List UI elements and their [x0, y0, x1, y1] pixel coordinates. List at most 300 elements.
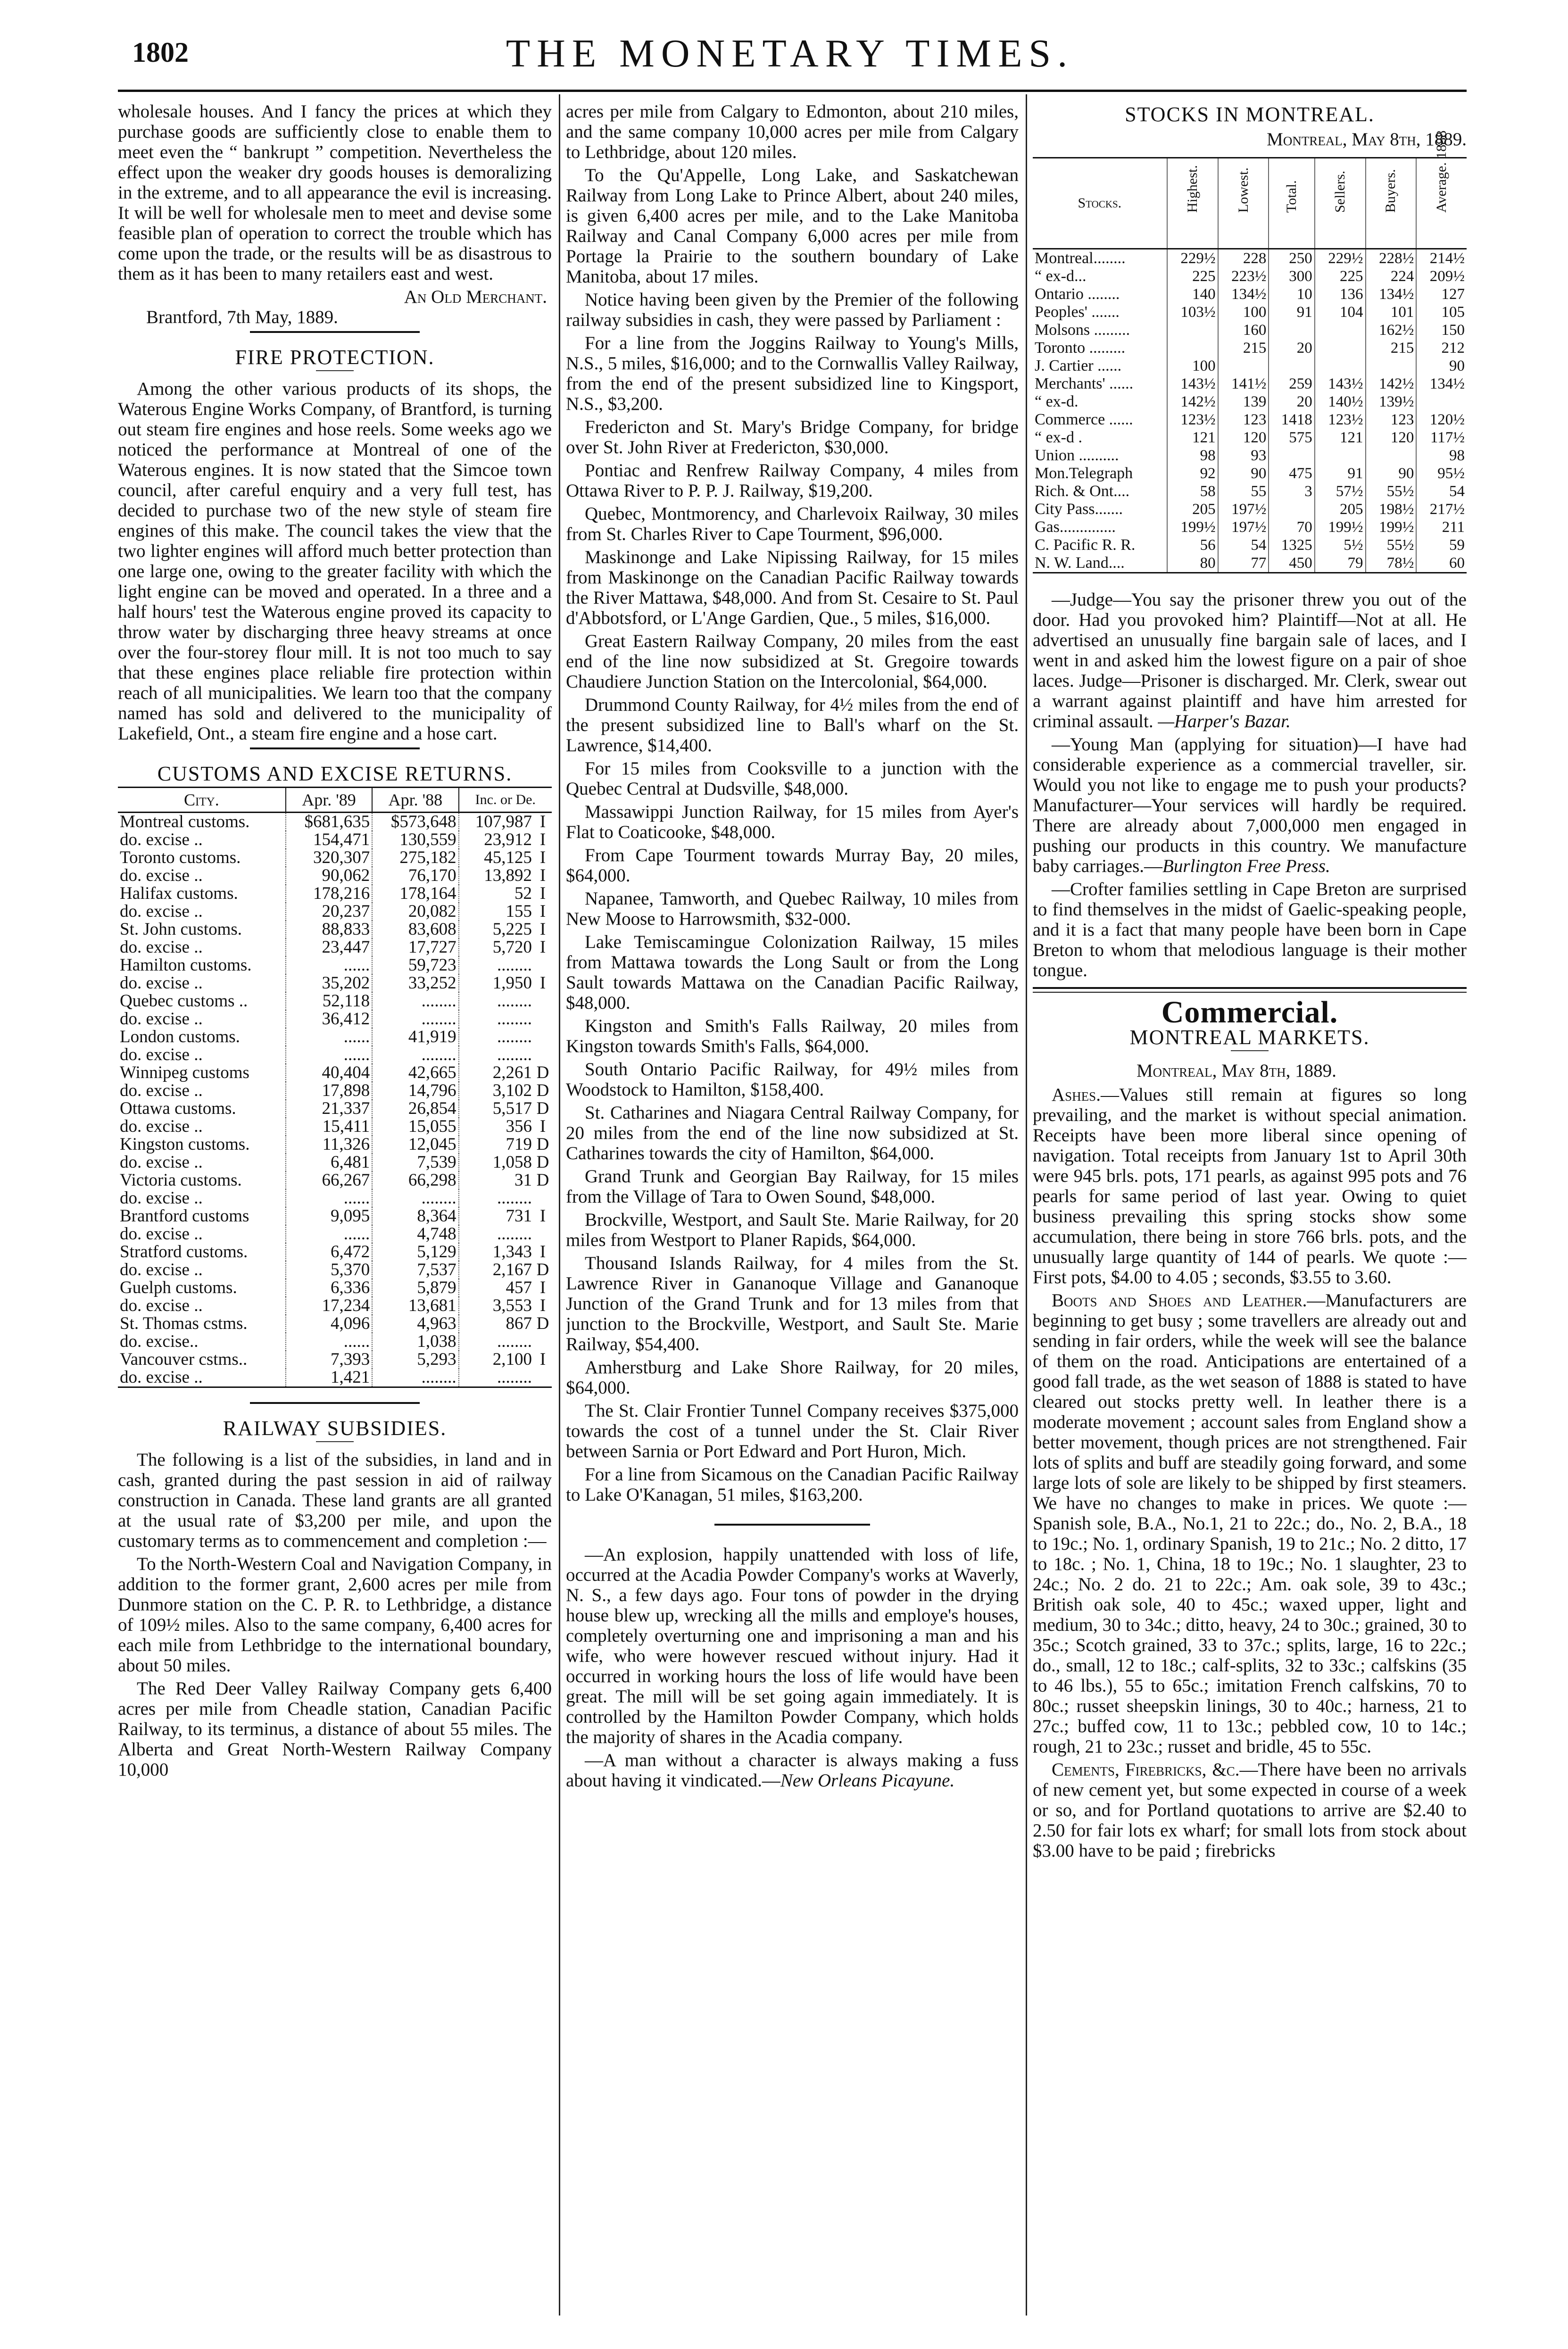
customs-row: [118, 1369, 552, 1387]
customs-city-cell: do. excise ..: [120, 1296, 203, 1315]
stock-value-cell: 150: [1416, 321, 1467, 339]
stock-value-cell: 91: [1269, 303, 1314, 321]
customs-value-cell: 9,095: [286, 1207, 372, 1225]
customs-city-cell: St. Thomas cstms.: [120, 1314, 248, 1333]
customs-value-cell: ........: [459, 1189, 534, 1207]
customs-row: [118, 1261, 552, 1279]
subsidy-paragraph: The St. Clair Frontier Tunnel Company receives $375,000 towards the cost of a tunnel under the St. Clair River between Sarnia or Port Edward and Port Huron, Mich.: [566, 1401, 1019, 1461]
stock-value-cell: [1269, 447, 1314, 465]
explosion-article: —An explosion, happily unattended with loss of life, occurred at the Acadia Powder Company's works at Waverly, N. S., a few days ago. Four tons of powder in the drying house blew up, wrecking all the mills and employe's houses, completely overturning one and imprisoning a man and his wife, who were however rescued without injury. Had it occurred in working hours the loss of life would have been great. The mill will be set going again immediately. It is controlled by the Hamilton Powder Company, which holds the majority of shares in the Acadia company.: [566, 1544, 1019, 1747]
stocks-header-row: [1033, 158, 1467, 249]
customs-value-cell: 719: [459, 1136, 534, 1154]
stock-value-cell: 134½: [1416, 375, 1467, 393]
stock-value-cell: 214½: [1416, 249, 1467, 268]
stock-value-cell: 215: [1366, 339, 1417, 357]
customs-value-cell: ........: [459, 956, 534, 974]
customs-value-cell: 36,412: [286, 1010, 372, 1028]
customs-row: [118, 1315, 552, 1333]
stock-value-cell: 134½: [1218, 285, 1269, 303]
customs-value-cell: ......: [286, 956, 372, 974]
stock-value-cell: 95½: [1416, 465, 1467, 482]
customs-value-cell: 356: [459, 1118, 534, 1136]
stock-value-cell: 78½: [1366, 554, 1417, 573]
customs-city-cell: Ottawa customs.: [120, 1099, 236, 1118]
stock-value-cell: 197½: [1218, 518, 1269, 536]
stock-value-cell: 142½: [1167, 393, 1218, 411]
railway-subsidies-heading: RAILWAY SUBSIDIES.: [223, 1417, 447, 1440]
stock-value-cell: 121: [1167, 429, 1218, 447]
page-number: 1802: [132, 37, 189, 68]
stock-value-cell: 211: [1416, 518, 1467, 536]
customs-value-cell: ........: [459, 1010, 534, 1028]
stock-name-cell: City Pass.......: [1035, 500, 1123, 518]
stock-name-cell: “ ex-d...: [1035, 267, 1087, 285]
customs-row: [118, 813, 552, 831]
customs-value-cell: 8,364: [372, 1207, 458, 1225]
customs-value-cell: 457: [459, 1279, 534, 1297]
stock-value-cell: [1366, 447, 1417, 465]
report-lead: Ashes.: [1052, 1085, 1101, 1105]
stock-name-cell: Toronto .........: [1035, 339, 1126, 357]
customs-city-cell: do. excise ..: [120, 902, 203, 921]
customs-city-cell: Guelph customs.: [120, 1278, 237, 1297]
customs-value-cell: I: [539, 1278, 546, 1297]
customs-city-cell: do. excise ..: [118, 1369, 286, 1387]
stock-value-cell: [1218, 357, 1269, 375]
boots-report: [1033, 1290, 1467, 1757]
customs-row: [118, 1333, 552, 1351]
customs-value-cell: 21,337: [286, 1100, 372, 1118]
customs-value-cell: 59,723: [372, 956, 458, 974]
customs-row: [118, 1028, 552, 1046]
stock-value-cell: 209½: [1416, 267, 1467, 285]
stock-value-cell: 212: [1416, 339, 1467, 357]
customs-value-cell: 17,898: [286, 1082, 372, 1100]
heading-rule: [316, 1441, 354, 1442]
customs-header-cell: City.: [118, 788, 286, 813]
customs-value-cell: 40,404: [286, 1064, 372, 1082]
stock-value-cell: 54: [1416, 482, 1467, 500]
stock-value-cell: 77: [1218, 554, 1269, 573]
customs-value-cell: I: [539, 848, 546, 867]
stock-value-cell: 1325: [1269, 536, 1314, 554]
column-rule: [559, 94, 560, 2316]
customs-value-cell: [534, 1225, 552, 1243]
customs-value-cell: 130,559: [372, 831, 458, 849]
stock-value-cell: 5½: [1315, 536, 1366, 554]
stock-value-cell: 136: [1315, 285, 1366, 303]
stock-value-cell: 58: [1167, 482, 1218, 500]
customs-value-cell: 3,102: [459, 1082, 534, 1100]
cements-report: [1033, 1760, 1467, 1861]
customs-city-cell: do. excise ..: [120, 1224, 203, 1244]
stock-name-cell: Union ..........: [1035, 447, 1119, 464]
customs-value-cell: I: [539, 1242, 546, 1262]
report-text: —There have been no arrivals of new cement yet, but some expected in course of a week or so, and for Portland quotations to arrive are $2.40 to 2.50 for fair lots ex wharf; for small lots from stock about $3.00 have to be paid ; firebricks: [1033, 1760, 1467, 1861]
customs-value-cell: ........: [372, 1369, 458, 1387]
markets-date: Montreal, May 8th, 1889.: [1137, 1061, 1336, 1081]
customs-value-cell: 2,167: [459, 1261, 534, 1279]
subsidy-paragraph: Fredericton and St. Mary's Bridge Company, for bridge over St. John River at Fredericton, $30,000.: [566, 417, 1019, 457]
stock-value-cell: 199½: [1315, 518, 1366, 536]
customs-value-cell: I: [539, 866, 546, 885]
stock-value-cell: 134½: [1366, 285, 1417, 303]
customs-city-cell: Hamilton customs.: [120, 955, 252, 975]
subsidy-paragraph: Grand Trunk and Georgian Bay Railway, for 15 miles from the Village of Tara to Owen Sound, $48,000.: [566, 1166, 1019, 1207]
customs-row: [118, 849, 552, 867]
crofter-note: —Crofter families settling in Cape Breton are surprised to find themselves in the midst of Gaelic-speaking people, and it is a fact that many people have been born in Cape Breton to whom that melodious language is their mother tongue.: [1033, 879, 1467, 980]
customs-city-cell: Halifax customs.: [120, 884, 238, 903]
letter-dateline: Brantford, 7th May, 1889.: [146, 307, 338, 327]
customs-value-cell: 155: [459, 903, 534, 921]
customs-row: [118, 1189, 552, 1207]
stock-value-cell: 229½: [1167, 249, 1218, 268]
subsidy-paragraph: Brockville, Westport, and Sault Ste. Marie Railway, for 20 miles from Westport to Planer Rapids, $64,000.: [566, 1210, 1019, 1250]
commercial-heading: Commercial.: [1161, 995, 1338, 1029]
customs-row: [118, 1171, 552, 1189]
customs-row: [118, 867, 552, 885]
stocks-header-cell: Buyers.: [1383, 169, 1399, 213]
stock-value-cell: 199½: [1366, 518, 1417, 536]
customs-city-cell: do. excise ..: [120, 1188, 203, 1208]
subsidy-paragraph: Kingston and Smith's Falls Railway, 20 miles from Kingston towards Smith's Falls, $64,000.: [566, 1016, 1019, 1056]
stock-value-cell: 104: [1315, 303, 1366, 321]
heading-rule: [316, 370, 354, 371]
stock-value-cell: 93: [1218, 447, 1269, 465]
customs-value-cell: D: [536, 1314, 549, 1333]
customs-value-cell: 5,293: [372, 1351, 458, 1369]
stock-value-cell: 70: [1269, 518, 1314, 536]
section-rule: [714, 1524, 870, 1526]
customs-row: [118, 974, 552, 992]
fire-protection-text: Among the other various products of its shops, the Waterous Engine Works Company, of Brantford, is turning out steam fire engines and hose reels. Some weeks ago we noticed the performance at Montreal of one of the Waterous engines. It is now stated that the Simcoe town council, after careful enquiry and a very full test, has decided to purchase two of the new style of steam fire engines of this make. The council takes the view that the two lighter engines will afford much better protection than one large one, owing to the greater facility with which the light engine can be moved and operated. In a three and a half hours' test the Waterous engine proved its capacity to throw water by discharging three heavy streams at once over the four-storey flour mill. It is not too much to say that these engines place reliable fire protection within reach of all municipalities. We learn too that the company named has sold and delivered to the municipality of Lakefield, Ont., a steam fire engine and a hose cart.: [118, 379, 552, 744]
subsidy-paragraph: Lake Temiscamingue Colonization Railway, 15 miles from Mattawa towards the Long Sault or from the Long Sault towards Mattawa on the Canadian Pacific Railway, $48,000.: [566, 932, 1019, 1013]
customs-value-cell: I: [539, 884, 546, 903]
stock-value-cell: 90: [1218, 465, 1269, 482]
stock-name-cell: Commerce ......: [1035, 411, 1133, 428]
stocks-row: [1033, 500, 1467, 518]
customs-value-cell: ........: [372, 1189, 458, 1207]
customs-row: [118, 1207, 552, 1225]
customs-value-cell: D: [536, 1099, 549, 1118]
customs-value-cell: 6,481: [286, 1154, 372, 1171]
stock-value-cell: 59: [1416, 536, 1467, 554]
stock-name-cell: Rich. & Ont....: [1035, 482, 1130, 500]
customs-header-cell: Inc. or De.: [459, 788, 552, 813]
stock-value-cell: 475: [1269, 465, 1314, 482]
subsidy-paragraph: For a line from the Joggins Railway to Young's Mills, N.S., 5 miles, $16,000; and to the Cornwallis Valley Railway, from the end of the present subsidized line to Kingsport, N.S., $3,200.: [566, 333, 1019, 414]
customs-value-cell: 3,553: [459, 1297, 534, 1315]
stocks-row: [1033, 447, 1467, 465]
customs-city-cell: do. excise ..: [120, 830, 203, 849]
customs-value-cell: ........: [372, 992, 458, 1010]
subsidy-paragraph: Notice having been given by the Premier of the following railway subsidies in cash, they were passed by Parliament :: [566, 290, 1019, 330]
stock-value-cell: [1366, 357, 1417, 375]
report-text: —Values still remain at figures so long prevailing, and the market is without special animation. Receipts have been more liberal since opening of navigation. Total receipts from January 1st to April 30th were 945 brls. pots, 171 pearls, as against 995 pots and 76 pearls for same period of last year. Owing to quiet business prevailing this spring stocks show some accumulation, there being in store 766 brls. pots, and the unusually large quantity of 144 of pearls. We quote :—First pots, $4.00 to 4.05 ; seconds, $3.55 to 3.60.: [1033, 1085, 1467, 1287]
customs-city-cell: do. excise ..: [120, 1117, 203, 1136]
stocks-row: [1033, 375, 1467, 393]
stocks-row: [1033, 411, 1467, 429]
subsidy-paragraph: Drummond County Railway, for 4½ miles from the end of the present subsidized line to Ball's wharf on the St. Lawrence, $14,400.: [566, 695, 1019, 755]
section-rule: [250, 747, 420, 749]
customs-value-cell: 33,252: [372, 974, 458, 992]
stocks-row: [1033, 303, 1467, 321]
customs-value-cell: 2,261: [459, 1064, 534, 1082]
customs-value-cell: 6,336: [286, 1279, 372, 1297]
customs-city-cell: Montreal customs.: [120, 812, 250, 831]
customs-city-cell: Winnipeg customs: [120, 1063, 249, 1082]
customs-value-cell: 20,082: [372, 903, 458, 921]
customs-value-cell: I: [539, 1117, 546, 1136]
stock-value-cell: 20: [1269, 393, 1314, 411]
customs-value-cell: 41,919: [372, 1028, 458, 1046]
customs-value-cell: 6,472: [286, 1243, 372, 1261]
customs-value-cell: ......: [286, 1333, 372, 1351]
anecdote-text: —Judge—You say the prisoner threw you out of the door. Had you provoked him? Plaintiff—Not at all. He advertised an unusually fine bargain sale of laces, and I went in and asked him the lowest figure on a pair of shoe laces. Judge—Prisoner is discharged. Mr. Clerk, swear out a warrant against plaintiff and have him arrested for criminal assault.: [1033, 589, 1467, 731]
stock-value-cell: 79: [1315, 554, 1366, 573]
customs-value-cell: 52,118: [286, 992, 372, 1010]
customs-city-cell: do. excise ..: [120, 1153, 203, 1172]
railway-paragraph: The Red Deer Valley Railway Company gets 6,400 acres per mile from Cheadle station, Canadian Pacific Railway, to its terminus, a distance of about 55 miles. The Alberta and Great North-Western Railway Company 10,000: [118, 1678, 552, 1780]
stocks-row: [1033, 285, 1467, 303]
stock-value-cell: 123½: [1167, 411, 1218, 429]
customs-value-cell: 26,854: [372, 1100, 458, 1118]
customs-value-cell: I: [539, 812, 546, 831]
customs-value-cell: 42,665: [372, 1064, 458, 1082]
subsidy-paragraph: Massawippi Junction Railway, for 15 miles from Ayer's Flat to Coaticooke, $48,000.: [566, 802, 1019, 842]
customs-value-cell: ......: [286, 1046, 372, 1064]
stock-name-cell: Ontario ........: [1035, 285, 1120, 303]
customs-value-cell: 107,987: [459, 813, 534, 831]
stock-value-cell: 80: [1167, 554, 1218, 573]
customs-value-cell: 4,096: [286, 1315, 372, 1333]
customs-value-cell: 1,038: [372, 1333, 458, 1351]
stock-value-cell: 98: [1416, 447, 1467, 465]
customs-value-cell: 1,343: [459, 1243, 534, 1261]
column-1: [118, 101, 552, 2318]
customs-value-cell: 83,608: [372, 921, 458, 938]
customs-row: [118, 1136, 552, 1154]
stock-value-cell: 101: [1366, 303, 1417, 321]
stocks-header-cell: Highest.: [1184, 165, 1200, 213]
customs-value-cell: 12,045: [372, 1136, 458, 1154]
customs-value-cell: 45,125: [459, 849, 534, 867]
heading-rule: [1231, 1050, 1269, 1051]
customs-value-cell: ........: [459, 1369, 534, 1387]
stock-value-cell: 90: [1416, 357, 1467, 375]
subsidy-paragraph: Maskinonge and Lake Nipissing Railway, for 15 miles from Maskinonge on the Canadian Pacific Railway towards the River Mattawa, $48,000. And from St. Cesaire to St. Paul d'Abbotsford, or L'Ange Gardien, Que., 5 miles, $16,000.: [566, 547, 1019, 628]
customs-value-cell: 23,447: [286, 938, 372, 956]
stock-value-cell: 141½: [1218, 375, 1269, 393]
railway-paragraph: To the North-Western Coal and Navigation Company, in addition to the former grant, 2,600 acres per mile from Dunmore station on the C. P. R. to Lethbridge, a distance of 109½ miles. Also to the same company, 6,400 acres for each mile from Lethbridge to the international boundary, about 50 miles.: [118, 1554, 552, 1676]
customs-value-cell: 13,892: [459, 867, 534, 885]
customs-value-cell: 2,100: [459, 1351, 534, 1369]
customs-header-cell: Apr. '89: [286, 788, 372, 813]
customs-row: [118, 1118, 552, 1136]
customs-city-cell: do. excise ..: [120, 1081, 203, 1100]
stock-value-cell: 139½: [1366, 393, 1417, 411]
stock-value-cell: 450: [1269, 554, 1314, 573]
customs-value-cell: $681,635: [286, 813, 372, 831]
stock-value-cell: 575: [1269, 429, 1314, 447]
stock-name-cell: Merchants' ......: [1035, 375, 1134, 392]
customs-value-cell: I: [539, 973, 546, 993]
customs-value-cell: 178,216: [286, 885, 372, 903]
customs-row: [118, 921, 552, 938]
customs-value-cell: [534, 992, 552, 1010]
customs-value-cell: 5,879: [372, 1279, 458, 1297]
stock-value-cell: 92: [1167, 465, 1218, 482]
stocks-header-cell: Total.: [1284, 180, 1300, 213]
stock-value-cell: [1416, 393, 1467, 411]
customs-city-cell: Vancouver cstms..: [120, 1350, 248, 1369]
stock-value-cell: [1315, 339, 1366, 357]
stock-value-cell: 120: [1366, 429, 1417, 447]
subsidy-paragraph: From Cape Tourment towards Murray Bay, 20 miles, $64,000.: [566, 845, 1019, 886]
stocks-heading: STOCKS IN MONTREAL.: [1125, 103, 1375, 126]
customs-value-cell: D: [536, 1063, 549, 1082]
customs-value-cell: 7,539: [372, 1154, 458, 1171]
customs-city-cell: London customs.: [120, 1027, 240, 1046]
stocks-row: [1033, 339, 1467, 357]
customs-heading: CUSTOMS AND EXCISE RETURNS.: [157, 762, 513, 785]
customs-value-cell: 76,170: [372, 867, 458, 885]
stock-value-cell: 205: [1315, 500, 1366, 518]
customs-table: [118, 787, 552, 1388]
customs-value-cell: D: [536, 1260, 549, 1279]
letter-continuation: wholesale houses. And I fancy the prices at which they purchase goods are sufficiently close to enable them to meet even the “ bankrupt ” competition. Nevertheless the effect upon the weaker dry goods houses is demoralizing in the extreme, and to all appearance the evil is increasing. It will be well for wholesale men to meet and devise some feasible plan of operation to correct the trouble which has come upon the trade, or the results will be as disastrous to them as it has been to many retailers east and west.: [118, 101, 552, 284]
customs-value-cell: ........: [459, 992, 534, 1010]
stocks-row: [1033, 429, 1467, 447]
column-rule: [1026, 94, 1027, 2316]
anecdote-text: —Young Man (applying for situation)—I have had considerable experience as a commercial traveller, sir. Would you not like to engage me to push your products? Manufacturer—Your services will hardly be required. There are already about 7,000,000 men engaged in pushing our products in this country. We manufacture baby carriages.—: [1033, 734, 1467, 876]
stock-value-cell: 223½: [1218, 267, 1269, 285]
stock-name-cell: J. Cartier ......: [1035, 357, 1122, 374]
customs-row: [118, 903, 552, 921]
customs-city-cell: do. excise ..: [120, 973, 203, 993]
header-rule: [118, 90, 1467, 92]
stock-value-cell: 123: [1218, 411, 1269, 429]
stock-value-cell: 123: [1366, 411, 1417, 429]
subsidy-paragraph: Napanee, Tamworth, and Quebec Railway, 10 miles from New Moose to Harrowsmith, $32-000.: [566, 888, 1019, 929]
stock-value-cell: 10: [1269, 285, 1314, 303]
stock-value-cell: 142½: [1366, 375, 1417, 393]
customs-value-cell: [534, 1189, 552, 1207]
customs-row: [118, 1225, 552, 1243]
stocks-header-cell: Average. 1888: [1434, 130, 1450, 213]
customs-value-cell: D: [536, 1081, 549, 1100]
customs-value-cell: D: [536, 1135, 549, 1154]
customs-value-cell: 867: [459, 1315, 534, 1333]
customs-value-cell: I: [539, 938, 546, 957]
customs-row: [118, 1279, 552, 1297]
customs-value-cell: I: [539, 920, 546, 939]
customs-value-cell: 275,182: [372, 849, 458, 867]
stock-value-cell: 217½: [1416, 500, 1467, 518]
stock-name-cell: Peoples' .......: [1035, 303, 1120, 321]
customs-city-cell: Toronto customs.: [120, 848, 241, 867]
subsidy-paragraph: St. Catharines and Niagara Central Railway Company, for 20 miles from the end of the line now subsidized at St. Catharines towards the city of Hamilton, $64,000.: [566, 1103, 1019, 1163]
customs-city-cell: do. excise ..: [120, 866, 203, 885]
stock-value-cell: 55½: [1366, 482, 1417, 500]
stock-value-cell: 100: [1167, 357, 1218, 375]
stock-value-cell: 300: [1269, 267, 1314, 285]
stock-value-cell: 121: [1315, 429, 1366, 447]
stock-value-cell: 205: [1167, 500, 1218, 518]
customs-value-cell: 90,062: [286, 867, 372, 885]
stock-value-cell: 259: [1269, 375, 1314, 393]
stocks-row: [1033, 393, 1467, 411]
customs-value-cell: ........: [459, 1225, 534, 1243]
stock-name-cell: “ ex-d .: [1035, 429, 1083, 446]
customs-value-cell: 154,471: [286, 831, 372, 849]
customs-value-cell: 1,058: [459, 1154, 534, 1171]
customs-value-cell: 35,202: [286, 974, 372, 992]
report-lead: Cements, Firebricks, &c.: [1052, 1760, 1240, 1780]
subsidy-paragraph: To the Qu'Appelle, Long Lake, and Saskatchewan Railway from Long Lake to Prince Albert, about 240 miles, is given 6,400 acres per mile, and to the Lake Manitoba Railway and Canal Company 6,000 acres per mile from Portage la Prairie to the southern boundary of Lake Manitoba, about 17 miles.: [566, 165, 1019, 287]
customs-value-cell: 15,411: [286, 1118, 372, 1136]
customs-value-cell: 17,727: [372, 938, 458, 956]
stock-value-cell: 250: [1269, 249, 1314, 268]
stocks-row: [1033, 554, 1467, 573]
section-rule: [250, 331, 420, 333]
report-text: —Manufacturers are beginning to get busy ; some travellers are already out and sending in fair orders, while the week will see the balance of them on the road. Anticipations are entertained of a good fall trade, as the wet season of 1888 is stated to have cleared out stocks pretty well. In leather there is a moderate movement ; account sales from England show a better movement, though prices are not strengthened. Fair lots of splits and buff are steadily going forward, and some large lots of sole are likely to be shipped by first steamers. We have no changes to make in prices. We quote :—Spanish sole, B.A., No.1, 21 to 22c.; do., No. 2, B.A., 18 to 19c.; No. 1, ordinary Spanish, 19 to 21c.; No. 2 ditto, 17 to 18c. ; No. 1, China, 18 to 19c.; No. 1 slaughter, 23 to 24c.; No. 2 do. 21 to 22c.; Am. oak sole, 39 to 43c.; British oak sole, 40 to 45c.; waxed upper, light and medium, 30 to 34c.; ditto, heavy, 24 to 30c.; grained, 30 to 35c.; Scotch grained, 33 to 37c.; splits, large, 16 to 22c.; do., small, 12 to 18c.; calf-splits, 32 to 33c.; calfskins (35 to 46 lbs.), 55 to 65c.; imitation French calfskins, 70 to 80c.; russet sheepskin linings, 30 to 40c.; harness, 21 to 27c.; buffed cow, 11 to 13c.; pebbled cow, 10 to 14c.; rough, 21 to 23c.; russet and bridle, 45 to 55c.: [1033, 1290, 1467, 1757]
quip-text: —A man without a character is always making a fuss about having it vindicated.—: [566, 1750, 1019, 1791]
customs-value-cell: I: [539, 1296, 546, 1315]
customs-value-cell: 11,326: [286, 1136, 372, 1154]
customs-value-cell: I: [539, 1206, 546, 1226]
customs-value-cell: ........: [372, 1010, 458, 1028]
stock-value-cell: 228½: [1366, 249, 1417, 268]
report-lead: Boots and Shoes and Leather.: [1052, 1290, 1307, 1311]
stock-value-cell: 120½: [1416, 411, 1467, 429]
customs-city-cell: Kingston customs.: [120, 1135, 250, 1154]
customs-value-cell: 5,517: [459, 1100, 534, 1118]
customs-city-cell: Stratford customs.: [120, 1242, 248, 1262]
customs-value-cell: 1,421: [286, 1369, 372, 1387]
stock-name-cell: Molsons .........: [1035, 321, 1130, 339]
stock-value-cell: [1167, 339, 1218, 357]
customs-value-cell: 23,912: [459, 831, 534, 849]
subsidy-list: [566, 101, 1019, 1505]
subsidy-paragraph: Quebec, Montmorency, and Charlevoix Railway, 30 miles from St. Charles River to Cape Tourment, $96,000.: [566, 504, 1019, 544]
stocks-row: [1033, 357, 1467, 375]
stock-value-cell: 91: [1315, 465, 1366, 482]
stock-value-cell: 1418: [1269, 411, 1314, 429]
masthead: THE MONETARY TIMES.: [506, 32, 1074, 75]
customs-row: [118, 1351, 552, 1369]
customs-header-row: [118, 788, 552, 813]
markets-heading: MONTREAL MARKETS.: [1129, 1026, 1370, 1049]
subsidy-paragraph: Great Eastern Railway Company, 20 miles from the east end of the line now subsidized at St. Gregoire towards Chaudiere Junction Station on the Intercolonial, $64,000.: [566, 631, 1019, 692]
customs-value-cell: ........: [372, 1046, 458, 1064]
stocks-header-cell: Sellers.: [1332, 170, 1348, 213]
stock-value-cell: 140: [1167, 285, 1218, 303]
stock-name-cell: N. W. Land....: [1033, 554, 1167, 573]
stock-value-cell: 100: [1218, 303, 1269, 321]
customs-value-cell: 31: [459, 1171, 534, 1189]
customs-value-cell: [534, 1046, 552, 1064]
section-rule: [250, 1402, 420, 1404]
stock-value-cell: 3: [1269, 482, 1314, 500]
customs-value-cell: ........: [459, 1333, 534, 1351]
stock-value-cell: 98: [1167, 447, 1218, 465]
stock-value-cell: 120: [1218, 429, 1269, 447]
customs-row: [118, 1046, 552, 1064]
stocks-row: [1033, 321, 1467, 339]
customs-value-cell: 5,129: [372, 1243, 458, 1261]
stock-value-cell: 90: [1366, 465, 1417, 482]
